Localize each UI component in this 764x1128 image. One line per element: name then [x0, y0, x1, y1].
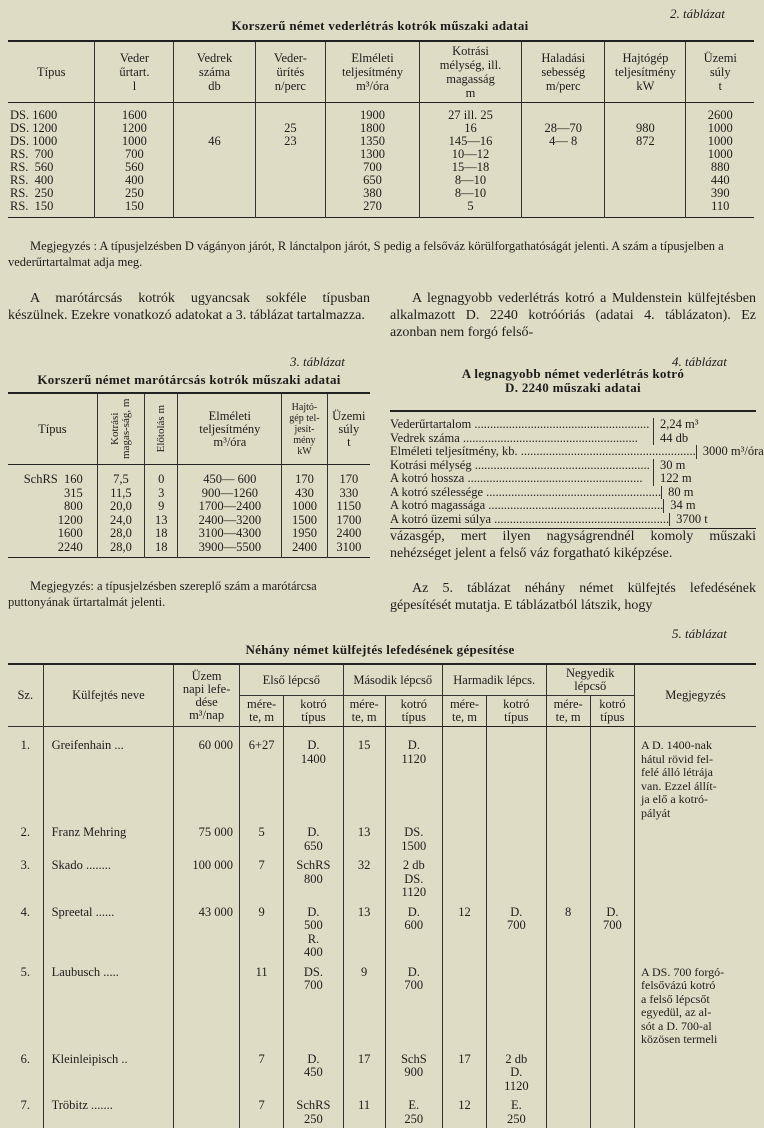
t5-cell-s3-size [442, 962, 486, 1049]
t4-label: A kotró üzemi súlya ........................................................ [390, 511, 670, 526]
t2-header-depth: Kotrási mélység, ill. magasság m [419, 41, 521, 103]
t5-cell-s1-type: D. 1400 [284, 727, 343, 823]
t5-cell-s1-size: 7 [240, 1049, 284, 1096]
right-paragraph-1: A legnagyobb vederlétrás kotró a Muldenstein külfejtésben alkalmazott D. 2240 kotróóriás (adatai 4. táblázaton). Ez azonban nem forgó felső- [390, 291, 756, 340]
t5-cell-s4-type: D. 700 [590, 902, 634, 962]
t5-row [8, 822, 756, 855]
t5-cell-s2-size: 13 [343, 902, 385, 962]
table4-title-line2: D. 2240 műszaki adatai [505, 380, 641, 395]
t5-cell-daily: 60 000 [174, 727, 240, 823]
t2-header-performance: Elméleti teljesítmény m³/óra [326, 41, 420, 103]
t2-header-speed: Haladási sebesség m/perc [522, 41, 605, 103]
t3-cell-feed: 0 [145, 465, 178, 487]
t2-col-type: DS. 1600 DS. 1200 DS. 1000 RS. 700 RS. 560 RS. 400 RS. 250 RS. 150 [8, 103, 95, 218]
t5-cell-sz: 6. [8, 1049, 43, 1096]
t5-cell-daily [174, 1049, 240, 1096]
t5-cell-daily [174, 962, 240, 1049]
t5-cell-s2-type: 2 db DS. 1120 [385, 855, 442, 902]
t5-header-step3-type: kotró típus [487, 696, 546, 727]
t4-value: 30 m [653, 459, 756, 473]
t2-col-weight: 2600 1000 1000 1000 880 440 390 110 [686, 103, 754, 218]
t3-cell-feed: 18 [145, 541, 178, 558]
t4-value: 80 m [661, 486, 756, 500]
t5-cell-s3-type: E. 250 [487, 1095, 546, 1128]
t3-row [8, 527, 370, 541]
t3-cell-feed: 9 [145, 500, 178, 514]
t5-cell-s2-size: 32 [343, 855, 385, 902]
t2-header-power: Hajtógép teljesítmény kW [605, 41, 686, 103]
t5-cell-name: Laubusch ..... [43, 962, 174, 1049]
t3-cell-performance: 3100—4300 [178, 527, 282, 541]
t2-header-weight: Üzemi súly t [686, 41, 754, 103]
t3-cell-type: 800 [8, 500, 97, 514]
t5-cell-s1-type: SchRS 800 [284, 855, 343, 902]
t5-cell-daily: 43 000 [174, 902, 240, 962]
t5-cell-s3-size: 17 [442, 1049, 486, 1096]
t3-cell-depth: 7,5 [97, 465, 144, 487]
t5-header-sz: Sz. [8, 664, 43, 727]
table2-number: 2. táblázat [670, 6, 725, 21]
t4-label: Elméleti teljesítmény, kb. ........................................................ [390, 444, 696, 458]
t5-row [8, 727, 756, 823]
t4-value: 3000 m³/óra [696, 445, 764, 459]
table3-note: Megjegyzés: a típusjelzésben szereplő szám a marótárcsa puttonyának űrtartalmát jelenti. [8, 579, 317, 609]
t3-cell-feed: 3 [145, 487, 178, 501]
t4-value: 44 db [653, 432, 756, 446]
t5-header-step1-type: kotró típus [284, 696, 343, 727]
t2-header-type: Típus [8, 41, 95, 103]
t3-cell-performance: 2400—3200 [178, 514, 282, 528]
t3-cell-weight: 1700 [327, 514, 370, 528]
t3-row [8, 541, 370, 558]
t5-cell-s3-size [442, 727, 486, 823]
t3-cell-type: 1600 [8, 527, 97, 541]
t4-value: 34 m [663, 499, 756, 513]
t5-cell-s4-size [546, 727, 590, 823]
t3-row [8, 487, 370, 501]
t4-row [390, 418, 756, 432]
t5-cell-s2-type: D. 600 [385, 902, 442, 962]
t2-col-depth: 27 ill. 25 16 145—16 10—12 15—18 8—10 8—10 5 [419, 103, 521, 218]
t3-cell-type: 315 [8, 487, 97, 501]
t3-cell-power: 2400 [282, 541, 327, 558]
table5 [8, 663, 756, 1128]
right-paragraph-2: vázasgép, mert ilyen nagyságrendnél komoly műszaki nehézséget jelent a felső váz forgatható kiképzése. [390, 529, 756, 561]
t5-cell-s3-type [487, 962, 546, 1049]
t5-row [8, 902, 756, 962]
t3-cell-weight: 330 [327, 487, 370, 501]
t5-cell-note [635, 1049, 756, 1096]
t5-cell-s2-size: 9 [343, 962, 385, 1049]
t3-cell-weight: 2400 [327, 527, 370, 541]
t3-cell-type: SchRS 160 [8, 465, 97, 487]
t5-cell-s4-type [590, 855, 634, 902]
table3-number: 3. táblázat [290, 354, 345, 369]
t4-row [390, 513, 756, 527]
t5-cell-s4-size [546, 822, 590, 855]
t3-cell-weight: 170 [327, 465, 370, 487]
t5-cell-note [635, 1095, 756, 1128]
t5-cell-s2-size: 11 [343, 1095, 385, 1128]
t5-cell-s1-type: DS. 700 [284, 962, 343, 1049]
t4-label: Kotrási mélység ........................................................ [390, 457, 650, 472]
t5-cell-s2-type: SchS 900 [385, 1049, 442, 1096]
t3-cell-performance: 900—1260 [178, 487, 282, 501]
t5-cell-s1-size: 7 [240, 855, 284, 902]
t5-cell-s3-type [487, 855, 546, 902]
t2-col-power: 980 872 [605, 103, 686, 218]
t5-cell-s1-size: 5 [240, 822, 284, 855]
t5-cell-note [635, 822, 756, 855]
t5-cell-s3-size [442, 822, 486, 855]
t4-label: Vedrek száma ........................................................ [390, 430, 638, 445]
t4-row [390, 472, 756, 486]
t5-cell-s4-type [590, 727, 634, 823]
t5-cell-s4-size: 8 [546, 902, 590, 962]
t5-cell-sz: 7. [8, 1095, 43, 1128]
t5-cell-s1-type: D. 450 [284, 1049, 343, 1096]
t3-header-power: Hajtó- gép tel- jesít- mény kW [282, 393, 327, 465]
t5-cell-sz: 2. [8, 822, 43, 855]
t5-cell-s1-size: 9 [240, 902, 284, 962]
t2-header-bucket-count: Vedrek száma db [174, 41, 255, 103]
t2-col-capacity: 1600 1200 1000 700 560 400 250 150 [95, 103, 174, 218]
t5-cell-s2-type: D. 700 [385, 962, 442, 1049]
t5-cell-s3-type [487, 727, 546, 823]
t3-row [8, 500, 370, 514]
t5-row [8, 1095, 756, 1128]
table2-title: Korszerű német vederlétrás kotrók műszaki adatai [231, 18, 529, 33]
t4-value: 2,24 m³ [653, 418, 756, 432]
t5-cell-s3-type [487, 822, 546, 855]
t5-cell-s4-size [546, 855, 590, 902]
t5-row [8, 1049, 756, 1096]
t3-cell-power: 1000 [282, 500, 327, 514]
t5-cell-s3-size: 12 [442, 1095, 486, 1128]
t2-header-discharge: Veder- ürítés n/perc [255, 41, 326, 103]
t5-header-step2: Második lépcső [343, 664, 442, 696]
t3-cell-type: 2240 [8, 541, 97, 558]
t4-value: 3700 t [669, 513, 756, 527]
t3-header-feed: Előtolás m [145, 393, 178, 465]
t3-cell-performance: 3900—5500 [178, 541, 282, 558]
t5-header-step4: Negyedik lépcső [546, 664, 635, 696]
t4-row [390, 444, 764, 459]
t5-cell-s2-size: 17 [343, 1049, 385, 1096]
t5-header-name: Külfejtés neve [43, 664, 174, 727]
t5-cell-note: A D. 1400-nak hátul rövid fel- felé álló létrája van. Ezzel állít- ja elő a kotró- pályát [635, 727, 756, 823]
t3-cell-depth: 20,0 [97, 500, 144, 514]
t3-cell-weight: 1150 [327, 500, 370, 514]
t5-cell-s4-size [546, 962, 590, 1049]
table5-number: 5. táblázat [672, 626, 727, 641]
t5-cell-s1-type: D. 500 R. 400 [284, 902, 343, 962]
table4-title-line1: A legnagyobb német vederlétrás kotró [461, 366, 685, 381]
t2-col-performance: 1900 1800 1350 1300 700 650 380 270 [326, 103, 420, 218]
table5-title: Néhány német külfejtés lefedésének gépesítése [245, 642, 515, 657]
t5-cell-s4-size [546, 1095, 590, 1128]
t5-header-step2-type: kotró típus [385, 696, 442, 727]
t5-cell-s1-size: 6+27 [240, 727, 284, 823]
t5-cell-daily [174, 1095, 240, 1128]
t3-row [8, 514, 370, 528]
t5-cell-name: Kleinleipisch .. [43, 1049, 174, 1096]
t5-header-note: Megjegyzés [635, 664, 756, 727]
t2-col-bucket-count: 46 [174, 103, 255, 218]
t3-cell-feed: 18 [145, 527, 178, 541]
table4 [390, 410, 764, 529]
table3-title: Korszerű német marótárcsás kotrók műszaki adatai [37, 372, 341, 387]
t3-cell-power: 170 [282, 465, 327, 487]
t5-cell-name: Greifenhain ... [43, 727, 174, 823]
t3-cell-depth: 28,0 [97, 541, 144, 558]
t3-header-weight: Üzemi súly t [327, 393, 370, 465]
t5-cell-s4-type [590, 1049, 634, 1096]
t4-row [390, 432, 756, 446]
t5-header-step3: Harmadik lépcs. [442, 664, 546, 696]
table4-number: 4. táblázat [672, 354, 727, 369]
t3-cell-weight: 3100 [327, 541, 370, 558]
table4-title [390, 367, 756, 395]
t3-header-type: Típus [8, 393, 97, 465]
t2-col-discharge: 25 23 [255, 103, 326, 218]
t3-cell-depth: 28,0 [97, 527, 144, 541]
t5-cell-sz: 1. [8, 727, 43, 823]
t5-cell-s3-type: D. 700 [487, 902, 546, 962]
t3-header-depth: Kotrási magas-ság, m [97, 393, 144, 465]
t5-cell-s4-type [590, 1095, 634, 1128]
t3-cell-performance: 450— 600 [178, 465, 282, 487]
t5-header-step3-size: mére- te, m [442, 696, 486, 727]
t4-row [390, 486, 756, 500]
t5-header-step2-size: mére- te, m [343, 696, 385, 727]
t2-header-capacity: Veder űrtart. l [95, 41, 174, 103]
t5-header-step4-type: kotró típus [590, 696, 634, 727]
t4-label: Vederűrtartalom ........................................................ [390, 417, 650, 431]
t4-row [390, 499, 756, 513]
t5-cell-sz: 3. [8, 855, 43, 902]
t5-header-step1-size: mére- te, m [240, 696, 284, 727]
table2-note: Megjegyzés : A típusjelzésben D vágányon járót, R lánctalpon járót, S pedig a felsőváz körülforgathatóságát jelenti. A szám a típusjelben a vederűrtartalmat adja meg. [8, 239, 724, 269]
t3-cell-performance: 1700—2400 [178, 500, 282, 514]
t4-row [390, 459, 756, 473]
left-paragraph: A marótárcsás kotrók ugyancsak sokféle típusban készülnek. Ezekre vonatkozó adatokat a 3. táblázat tartalmazza. [8, 291, 370, 323]
table3 [8, 392, 370, 558]
t5-cell-s4-type [590, 822, 634, 855]
t5-cell-note [635, 902, 756, 962]
t3-cell-power: 430 [282, 487, 327, 501]
t3-cell-depth: 24,0 [97, 514, 144, 528]
t5-cell-s3-size: 12 [442, 902, 486, 962]
t5-cell-name: Spreetal ...... [43, 902, 174, 962]
t5-cell-note [635, 855, 756, 902]
t3-cell-power: 1950 [282, 527, 327, 541]
t5-cell-sz: 4. [8, 902, 43, 962]
t4-label: A kotró magassága ........................................................ [390, 498, 664, 512]
t5-cell-s1-type: SchRS 250 [284, 1095, 343, 1128]
t5-cell-s3-size [442, 855, 486, 902]
t2-col-speed: 28—70 4— 8 [522, 103, 605, 218]
t5-cell-name: Franz Mehring [43, 822, 174, 855]
t3-header-perf: Elméleti teljesítmény m³/óra [178, 393, 282, 465]
t5-cell-name: Tröbitz ....... [43, 1095, 174, 1128]
t5-cell-sz: 5. [8, 962, 43, 1049]
t5-row [8, 962, 756, 1049]
table2 [8, 40, 754, 218]
t5-cell-s2-type: D. 1120 [385, 727, 442, 823]
t5-cell-s2-size: 13 [343, 822, 385, 855]
t5-cell-s3-type: 2 db D. 1120 [487, 1049, 546, 1096]
t5-header-step1: Első lépcső [240, 664, 344, 696]
t5-cell-s4-size [546, 1049, 590, 1096]
t5-cell-s1-type: D. 650 [284, 822, 343, 855]
t5-cell-name: Skado ........ [43, 855, 174, 902]
t4-label: A kotró hossza ........................................................ [390, 471, 643, 485]
t5-cell-daily: 75 000 [174, 822, 240, 855]
t4-label: A kotró szélessége ........................................................ [390, 484, 662, 499]
t3-cell-feed: 13 [145, 514, 178, 528]
t5-header-daily: Üzem napi lefe- dése m³/nap [174, 664, 240, 727]
right-paragraph-3: Az 5. táblázat néhány német külfejtés lefedésének gépesítését mutatja. E táblázatból látszik, hogy [390, 581, 756, 613]
t4-value: 122 m [653, 472, 756, 486]
t5-row [8, 855, 756, 902]
t5-cell-s2-type: DS. 1500 [385, 822, 442, 855]
t5-cell-s1-size: 7 [240, 1095, 284, 1128]
t3-cell-type: 1200 [8, 514, 97, 528]
t5-cell-s1-size: 11 [240, 962, 284, 1049]
t3-cell-power: 1500 [282, 514, 327, 528]
t5-cell-note: A DS. 700 forgó- felsővázú kotró a felső lépcsőt egyedül, az al- sót a D. 700-al közösen termeli [635, 962, 756, 1049]
t5-header-step4-size: mére- te, m [546, 696, 590, 727]
t5-cell-daily: 100 000 [174, 855, 240, 902]
t5-cell-s2-type: E. 250 [385, 1095, 442, 1128]
t3-cell-depth: 11,5 [97, 487, 144, 501]
t5-cell-s4-type [590, 962, 634, 1049]
t3-row [8, 465, 370, 487]
t5-cell-s2-size: 15 [343, 727, 385, 823]
